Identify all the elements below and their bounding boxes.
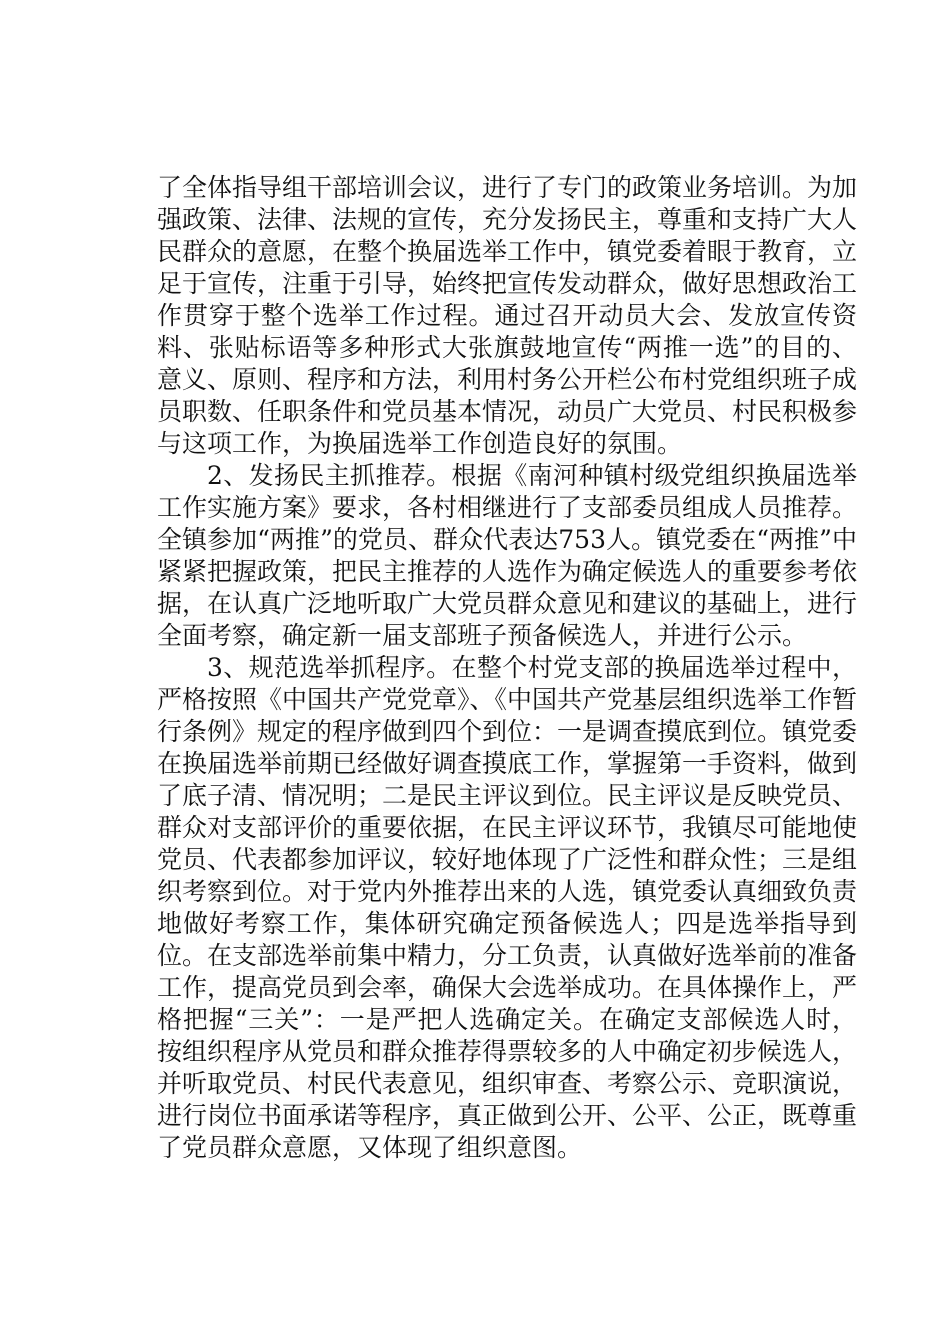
paragraph-continuation: 了全体指导组干部培训会议，进行了专门的政策业务培训。为加强政策、法律、法规的宣传，充分发扬民主，尊重和支持广大人民群众的意愿，在整个换届选举工作中，镇党委着眼于教育，立足于宣传，注重于引导，始终把宣传发动群众，做好思想政治工作贯穿于整个选举工作过程。通过召开动员大会、发放宣传资料、张贴标语等多种形式大张旗鼓地宣传“两推一选”的目的、意义、原则、程序和方法，利用村务公开栏公布村党组织班子成员职数、任职条件和党员基本情况，动员广大党员、村民积极参与这项工作，为换届选举工作创造良好的氛围。 bbox=[157, 173, 858, 458]
document-body bbox=[157, 172, 857, 1164]
paragraph-item-2: 2、发扬民主抓推荐。根据《南河种镇村级党组织换届选举工作实施方案》要求，各村相继进行了支部委员组成人员推荐。全镇参加“两推”的党员、群众代表达753人。镇党委在“两推”中紧紧把握政策，把民主推荐的人选作为确定候选人的重要参考依据，在认真广泛地听取广大党员群众意见和建议的基础上，进行全面考察，确定新一届支部班子预备候选人，并进行公示。 bbox=[157, 461, 858, 650]
paragraph-item-3: 3、规范选举抓程序。在整个村党支部的换届选举过程中，严格按照《中国共产党党章》、《中国共产党基层组织选举工作暂行条例》规定的程序做到四个到位：一是调查摸底到位。镇党委在换届选举前期已经做好调查摸底工作，掌握第一手资料，做到了底子清、情况明；二是民主评议到位。民主评议是反映党员、群众对支部评价的重要依据，在民主评议环节，我镇尽可能地使党员、代表都参加评议，较好地体现了广泛性和群众性；三是组织考察到位。对于党内外推荐出来的人选，镇党委认真细致负责地做好考察工作，集体研究确定预备候选人；四是选举指导到位。在支部选举前集中精力，分工负责，认真做好选举前的准备工作，提高党员到会率，确保大会选举成功。在具体操作上，严格把握“三关”：一是严把人选确定关。在确定支部候选人时，按组织程序从党员和群众推荐得票较多的人中确定初步候选人，并听取党员、村民代表意见，组织审查、考察公示、竞职演说，进行岗位书面承诺等程序，真正做到公开、公平、公正，既尊重了党员群众意愿，又体现了组织意图。 bbox=[157, 653, 858, 1162]
